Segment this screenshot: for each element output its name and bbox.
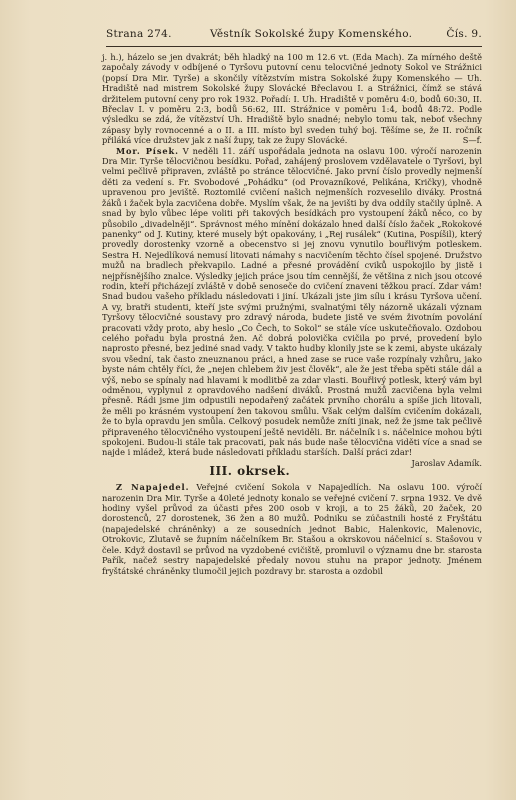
article-body [102,52,482,576]
page-number: Strana 274. [106,28,172,40]
paragraph-napajedla [102,482,482,576]
author-signature: S—f. [462,135,482,146]
paragraph-race-report [102,52,482,146]
journal-title: Věstník Sokolské župy Komenského. [210,28,413,40]
paragraph-mor-pisek [102,145,482,468]
paragraph-text: Veřejné cvičení Sokola v Napajedlích. Na oslavu 100. výročí narozenin Dra Mir. Tyrše a 40leté jednoty konalo se veřejné cvičení 7. srpna 1932. Ve dvě hodiny vyšel průvod za účasti přes 200 osob v kroji, a to 25 žáků, 20 žaček, 20 dorostenců, 27 dorostenek, 36 žen a 80 mužů. Podniku se zúčastnili hosté z Fryštátu (napajedelské chráněnky) a ze sousedních jednot Babic, Halenkovic, Malenovic, Otrokovic, Zlutavě se župním náčelníkem Br. Stašou a okrskovou náčelnicí s. Stašovou v čele. Když dostavil se průvod na vyzdobené cvičiště, promluvil o významu dne br. starosta Pařík, načež sestry napajedelské předaly novou stuhu na prapor jednoty. Jménem fryštátské chráněnky tlumočil jejich pozdravy br. starosta a ozdobil [102,482,483,576]
section-heading: III. okrsek. [209,463,291,478]
page-header [106,26,482,44]
paragraph-lead: Mor. Písek. [116,145,179,156]
header-rule [106,46,482,47]
paragraph-text: j. h.), házelo se jen dvakrát; běh hladký na 100 m 12.6 vt. (Eda Mach). Za mírného deště započaly závody v odbíjené o Tyršovu putovní cenu telocvičné jednoty Sokol ve Strážnici (popsí Dra Mir. Tyrše) a skončily vítězstvím mistra Sokolské župy Komenského — Uh. Hradiště nad mistrem Sokolské župy Slovácké Břeclavou I. a Strážnici, čímž se stává držitelem putovní ceny pro rok 1932. Pořadí: I. Uh. Hradiště v poměru 4:0, bodů 60:30, II. Břeclav I. v poměru 2:3, bodů 56:62, III. Strážnice v poměru 1:4, bodů 48:72. Podle výsledku se zdá, že vítězství Uh. Hradiště bylo snadné; nebylo tomu tak, neboť všechny zápasy byly rovnocenné a o II. a III. místo byl sveden tuhý boj. Těšíme se, že II. ročník přiláká více družstev jak z naší župy, tak ze župy Slovácké. [102,52,482,146]
author-signature: Jaroslav Adamík. [411,457,482,468]
issue-number: Čís. 9. [446,28,482,40]
paragraph-lead: Z Napajedel. [116,482,190,493]
paragraph-text: V neděli 11. září uspořádala jednota na oslavu 100. výročí narozenin Dra Mir. Tyrše tělocvičnou besídku. Pořad, zahájený proslovem vzdělavatele o Tyršovi, byl velmi pečlivě připraven, zvláště po stránce tělocvičné. Jako první číslo provedly nejmenší děti za vedení s. Fr. Svobodové „Pohádku“ (od Provazníkové, Pelikána, Kričky), vhodně upravenou pro jeviště. Roztomilé cvičení našich nejmenších rozveselilo diváky. Prostná žáků i žaček byla zacvičena dobře. Myslím však, že na jevišti by dva oddíly stačily úplně. A snad by bylo vůbec lépe voliti při takových besídkách pro vystoupení žáků něco, co by působilo „divadelněji“. Správnost mého mínění dokázalo hned další číslo žaček „Rokokové panenky“ od J. Kutiny, které musely být opakovány, i „Rej rusálek“ (Kutina, Pospíšil), který provedly dorostenky vzorně a obecenstvo si jej znovu vynutilo bouřlivým potleskem. Sestra H. Nejedlíková nemusí litovati námahy s nacvičením těchto čísel spojené. Družstvo mužů na bradlech překvapilo. Ladné a přesné provádění cviků uspokojilo by jistě i nejpřísnějšího znalce. Výsledky jejich práce jsou tím cennější, že většina z nich jsou otcové rodin, kteří přicházejí zvláště v době senoseče do cvičení znaveni těžkou prací. Zdar vám! Snad budou vašeho příkladu následovati i jiní. Ukázali jste jim sílu i krásu Tyršova učení. A vy, bratři studenti, kteří jste svými pružnými, svalnatými těly názorně ukázali význam Tyršovy tělocvičné soustavy pro zdravý národa, budete jistě ve svém životním povolání pracovati vždy proto, aby heslo „Co Čech, to Sokol“ se stále více uskutečňovalo. Ozdobou celého pořadu byla prostná žen. Ač dobrá polovička cvičila po prvé, provedení bylo naprosto přesné, bez jediné snad vady. V takto hudby klonily jste se k zemi, abyste ukázaly svou všední, tak často zneuznanou práci, a hned zase se ruce vaše rozpínaly vzhůru, jako byste nám chtěly říci, že „nejen chlebem živ jest člověk“, ale že jest třeba spěti stále dál a výš, nebo se spínaly nad hlavami k modlitbě za zdar vlasti. Bouřlivý potlesk, který vám byl odměnou, vyplynul z opravdového nadšení diváků. Prostná mužů zacvičena byla velmi přesně. Rádi jsme jim odpustili nepodařený začátek prvního chorálu a spíše jich litovali, že měli po krásném vystoupení žen takovou smůlu. Však celým dalším cvičením dokázali, že to byla opravdu jen smůla. Celkový posudek nemůže zníti jinak, než že jsme tak pečlivě připraveného tělocvičného vystoupení ještě neviděli. Br. náčelník i s. náčelnice mohou býti spokojeni. Budou-li stále tak pracovati, pak nás bude naše tělocvična viděti více a snad se najde i mládež, která bude následovati příkladu starších. Další práci zdar! [102,145,482,458]
